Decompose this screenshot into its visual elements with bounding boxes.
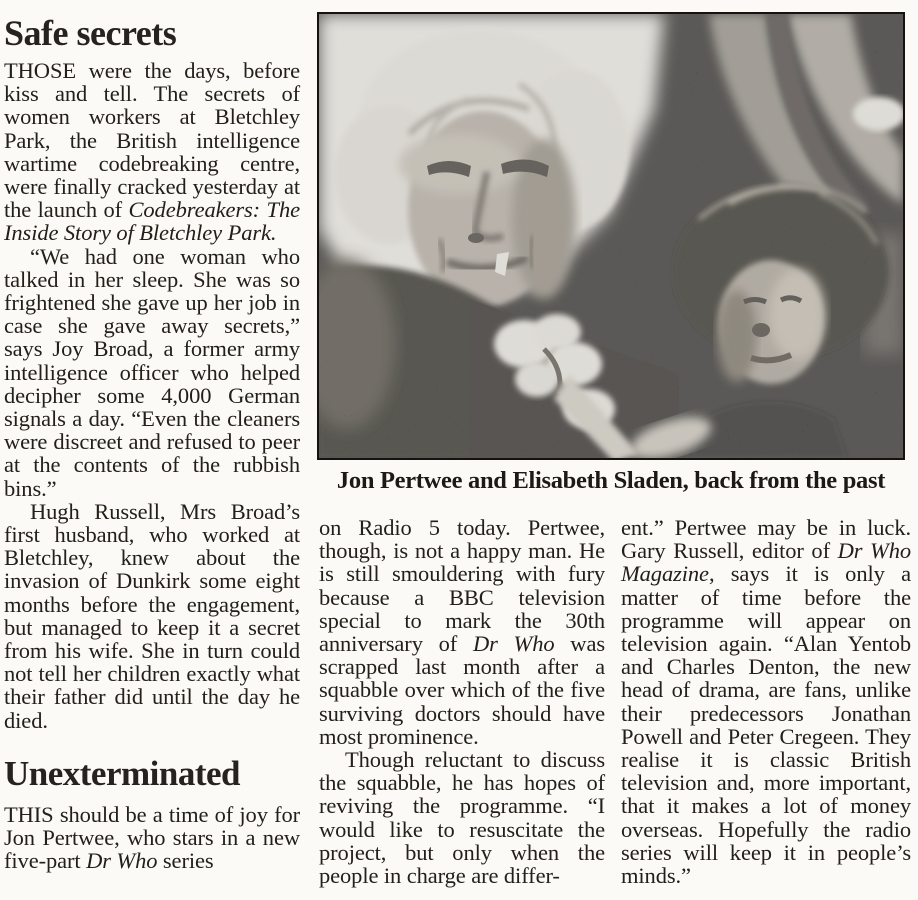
safe-secrets-paragraph-2: “We had one woman who talked in her sleep. She was so frightened she gave up her job in case she gave away secrets,” says Joy Broad, a former army intelligence officer who helped decipher some 4,000 German signals a day. “Even the cleaners were discreet and refused to peer at the contents of the rubbish bins.” — [4, 243, 300, 501]
unexterminated-paragraph-2: Though reluctant to discuss the squabble, he has hopes of reviving the programme. “I would like to resuscitate the project, but only when the people in charge are differ- — [319, 747, 605, 889]
halftone-grain-overlay — [319, 14, 903, 458]
safe-secrets-paragraph-1: THOSE were the days, before kiss and tell. The secrets of women workers at Bletchley Park, the British intelligence wartime codebreaking centre, were finally cracked yesterday at the launch of Codebreakers: The Inside Story of Bletchley Park. — [4, 58, 300, 246]
photo-halftone-illustration — [319, 14, 903, 458]
unexterminated-paragraph-continuation: on Radio 5 today. Pertwee, though, is not a happy man. He is still smouldering with fury because a BBC television special to mark the 30th anniversary of Dr Who was scrapped last month after a squabble over which of the five surviving doctors should have most prominence. — [319, 515, 605, 749]
photo-jon-pertwee-and-elisabeth-sladen — [317, 12, 905, 460]
unexterminated-paragraph-3: ent.” Pertwee may be in luck. Gary Russell, editor of Dr Who Magazine, says it is only a matter of time before the programme will appear on television again. “Alan Yentob and Charles Denton, the new head of drama, are fans, unlike their predecessors Jonathan Powell and Peter Cregeen. They realise it is classic British television and, more important, that it makes a lot of money overseas. Hopefully the radio series will keep it in people’s minds.” — [621, 515, 912, 889]
middle-column — [319, 516, 605, 887]
photo-caption: Jon Pertwee and Elisabeth Sladen, back from the past — [336, 467, 886, 494]
right-column — [621, 516, 911, 887]
left-column — [4, 12, 300, 873]
unexterminated-intro-paragraph: THIS should be a time of joy for Jon Pertwee, who stars in a new five-part Dr Who series — [4, 801, 300, 874]
headline-safe-secrets: Safe secrets — [4, 13, 177, 53]
safe-secrets-paragraph-3: Hugh Russell, Mrs Broad’s first husband, who worked at Bletchley, knew about the invasion of Dunkirk some eight months before the engagement, but managed to keep it a secret from his wife. She in turn could not tell her children exactly what their father did until the day he died. — [4, 498, 300, 733]
headline-unexterminated: Unexterminated — [4, 753, 241, 793]
